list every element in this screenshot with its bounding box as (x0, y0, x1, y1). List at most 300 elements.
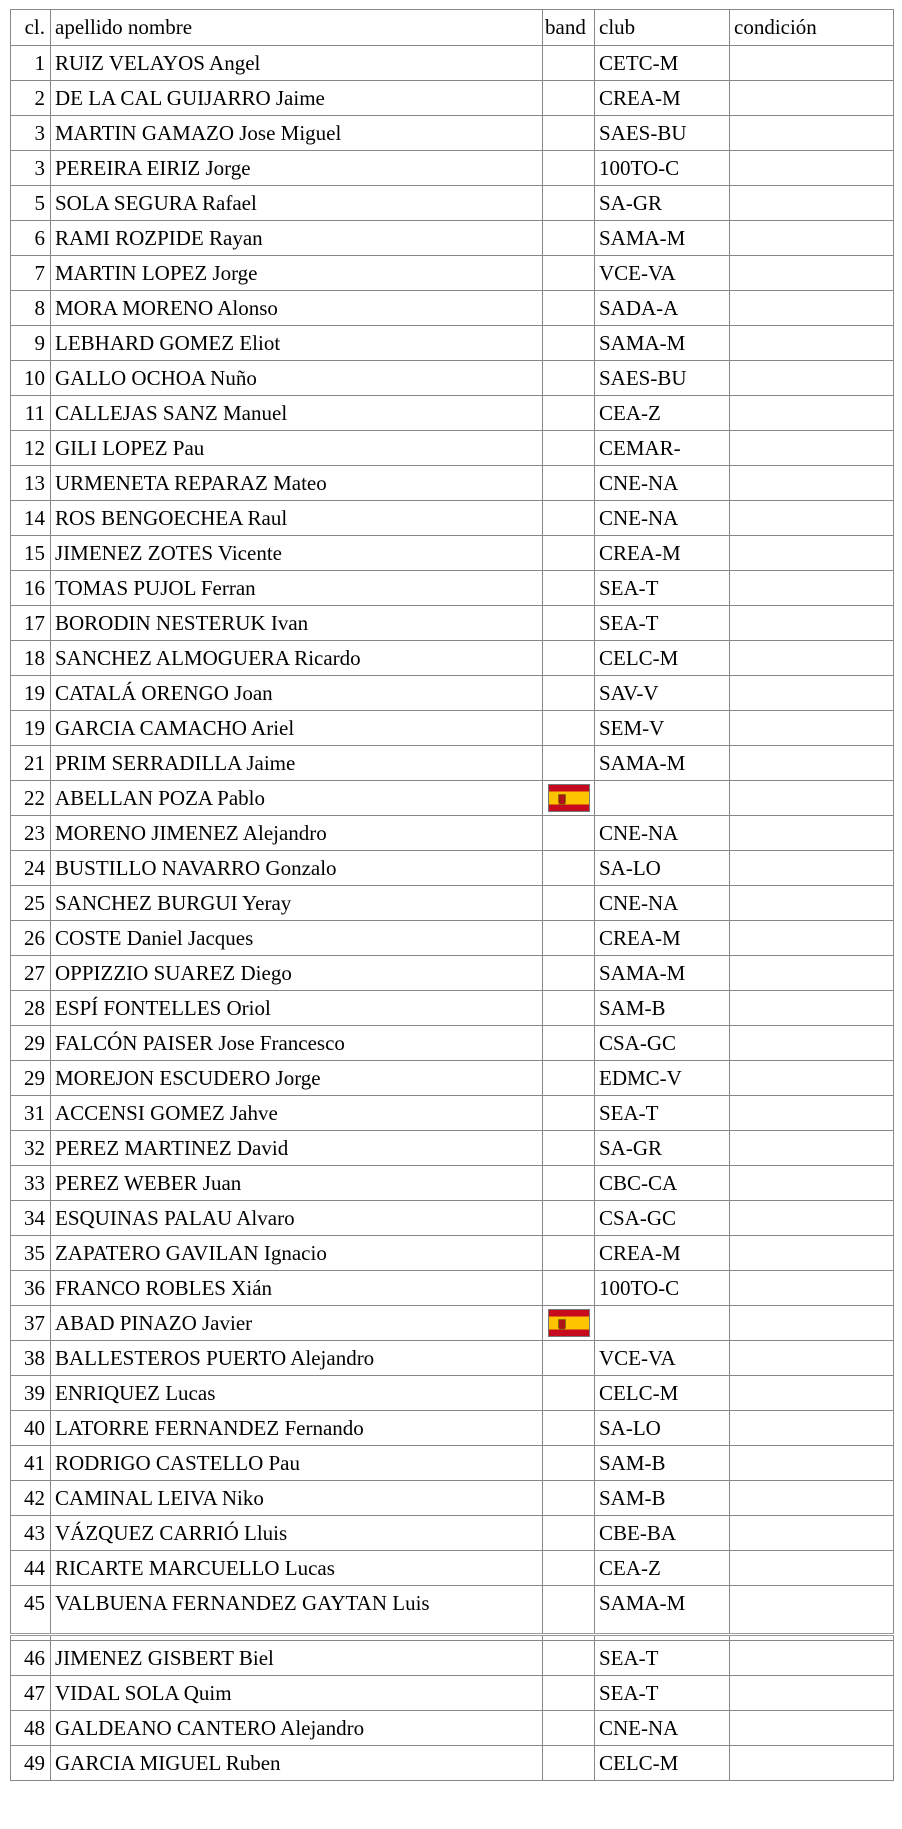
header-club: club (595, 10, 730, 46)
club-cell: SA-LO (595, 1411, 730, 1446)
condition-cell (730, 1411, 894, 1446)
name-cell: VALBUENA FERNANDEZ GAYTAN Luis (51, 1586, 543, 1635)
name-cell: VIDAL SOLA Quim (51, 1676, 543, 1711)
condition-cell (730, 1061, 894, 1096)
flag-cell (543, 256, 595, 291)
condition-cell (730, 221, 894, 256)
club-cell: 100TO-C (595, 1271, 730, 1306)
flag-cell (543, 1026, 595, 1061)
table-row (11, 816, 894, 851)
club-cell: CEA-Z (595, 396, 730, 431)
club-cell: SAMA-M (595, 326, 730, 361)
name-cell: MORENO JIMENEZ Alejandro (51, 816, 543, 851)
club-cell (595, 1306, 730, 1341)
name-cell: LATORRE FERNANDEZ Fernando (51, 1411, 543, 1446)
flag-cell (543, 956, 595, 991)
flag-cell (543, 1446, 595, 1481)
condition-cell (730, 1746, 894, 1781)
spain-flag-icon (548, 1309, 590, 1337)
flag-cell (543, 536, 595, 571)
name-cell: MARTIN GAMAZO Jose Miguel (51, 116, 543, 151)
flag-cell (543, 151, 595, 186)
name-cell: PEREIRA EIRIZ Jorge (51, 151, 543, 186)
flag-cell (543, 1516, 595, 1551)
condition-cell (730, 1026, 894, 1061)
condition-cell (730, 536, 894, 571)
flag-cell (543, 116, 595, 151)
table-row (11, 1096, 894, 1131)
flag-cell (543, 81, 595, 116)
club-cell: SEA-T (595, 606, 730, 641)
club-cell (595, 781, 730, 816)
condition-cell (730, 501, 894, 536)
club-cell: SAMA-M (595, 221, 730, 256)
club-cell: CBE-BA (595, 1516, 730, 1551)
rank-cell: 19 (11, 711, 51, 746)
flag-cell (543, 1096, 595, 1131)
name-cell: ZAPATERO GAVILAN Ignacio (51, 1236, 543, 1271)
spain-flag-icon (548, 784, 590, 812)
rank-cell: 17 (11, 606, 51, 641)
flag-cell (543, 991, 595, 1026)
rank-cell: 45 (11, 1586, 51, 1635)
rank-cell: 28 (11, 991, 51, 1026)
rank-cell: 36 (11, 1271, 51, 1306)
rank-cell: 32 (11, 1131, 51, 1166)
condition-cell (730, 431, 894, 466)
condition-cell (730, 151, 894, 186)
flag-cell (543, 746, 595, 781)
rank-cell: 11 (11, 396, 51, 431)
condition-cell (730, 606, 894, 641)
name-cell: RUIZ VELAYOS Angel (51, 46, 543, 81)
rank-cell: 9 (11, 326, 51, 361)
table-row (11, 151, 894, 186)
club-cell: SAMA-M (595, 1586, 730, 1635)
flag-cell (543, 1551, 595, 1586)
flag-cell (543, 921, 595, 956)
name-cell: SANCHEZ BURGUI Yeray (51, 886, 543, 921)
table-row (11, 1026, 894, 1061)
name-cell: COSTE Daniel Jacques (51, 921, 543, 956)
rank-cell: 7 (11, 256, 51, 291)
flag-cell (543, 291, 595, 326)
coat-of-arms-icon (558, 1319, 566, 1330)
flag-cell (543, 1131, 595, 1166)
name-cell: TOMAS PUJOL Ferran (51, 571, 543, 606)
rank-cell: 5 (11, 186, 51, 221)
condition-cell (730, 781, 894, 816)
table-row (11, 396, 894, 431)
table-row (11, 676, 894, 711)
club-cell: SAMA-M (595, 746, 730, 781)
name-cell: SOLA SEGURA Rafael (51, 186, 543, 221)
rank-cell: 46 (11, 1641, 51, 1676)
rank-cell: 22 (11, 781, 51, 816)
flag-cell (543, 1411, 595, 1446)
flag-cell (543, 221, 595, 256)
name-cell: FALCÓN PAISER Jose Francesco (51, 1026, 543, 1061)
rank-cell: 26 (11, 921, 51, 956)
club-cell: SAM-B (595, 1481, 730, 1516)
rank-cell: 6 (11, 221, 51, 256)
condition-cell (730, 1376, 894, 1411)
condition-cell (730, 1096, 894, 1131)
name-cell: JIMENEZ GISBERT Biel (51, 1641, 543, 1676)
table-row (11, 1201, 894, 1236)
club-cell: SA-LO (595, 851, 730, 886)
flag-cell (543, 641, 595, 676)
name-cell: RODRIGO CASTELLO Pau (51, 1446, 543, 1481)
rank-cell: 13 (11, 466, 51, 501)
condition-cell (730, 186, 894, 221)
name-cell: LEBHARD GOMEZ Eliot (51, 326, 543, 361)
table-row (11, 116, 894, 151)
rank-cell: 47 (11, 1676, 51, 1711)
club-cell: SEA-T (595, 1096, 730, 1131)
table-row (11, 501, 894, 536)
club-cell: SAES-BU (595, 116, 730, 151)
flag-cell (543, 186, 595, 221)
rank-cell: 27 (11, 956, 51, 991)
rank-cell: 10 (11, 361, 51, 396)
condition-cell (730, 1676, 894, 1711)
flag-cell (543, 606, 595, 641)
results-table (10, 9, 894, 1781)
name-cell: MARTIN LOPEZ Jorge (51, 256, 543, 291)
club-cell: CBC-CA (595, 1166, 730, 1201)
results-body (11, 46, 894, 1781)
rank-cell: 8 (11, 291, 51, 326)
rank-cell: 3 (11, 116, 51, 151)
table-row (11, 431, 894, 466)
club-cell: SEA-T (595, 571, 730, 606)
table-row (11, 1131, 894, 1166)
name-cell: OPPIZZIO SUAREZ Diego (51, 956, 543, 991)
flag-cell (543, 431, 595, 466)
header-cl: cl. (11, 10, 51, 46)
club-cell: 100TO-C (595, 151, 730, 186)
condition-cell (730, 1481, 894, 1516)
name-cell: MORA MORENO Alonso (51, 291, 543, 326)
club-cell: CELC-M (595, 641, 730, 676)
rank-cell: 48 (11, 1711, 51, 1746)
flag-cell (543, 676, 595, 711)
flag-cell (543, 1061, 595, 1096)
flag-cell (543, 1166, 595, 1201)
table-row (11, 46, 894, 81)
name-cell: ESQUINAS PALAU Alvaro (51, 1201, 543, 1236)
rank-cell: 29 (11, 1026, 51, 1061)
table-row (11, 641, 894, 676)
club-cell: SAMA-M (595, 956, 730, 991)
rank-cell: 16 (11, 571, 51, 606)
flag-cell (543, 501, 595, 536)
name-cell: CATALÁ ORENGO Joan (51, 676, 543, 711)
condition-cell (730, 1166, 894, 1201)
rank-cell: 37 (11, 1306, 51, 1341)
name-cell: GALDEANO CANTERO Alejandro (51, 1711, 543, 1746)
condition-cell (730, 641, 894, 676)
rank-cell: 44 (11, 1551, 51, 1586)
condition-cell (730, 1341, 894, 1376)
table-row (11, 1711, 894, 1746)
table-row (11, 326, 894, 361)
flag-cell (543, 1641, 595, 1676)
rank-cell: 23 (11, 816, 51, 851)
table-row (11, 1341, 894, 1376)
club-cell: CNE-NA (595, 886, 730, 921)
flag-cell (543, 571, 595, 606)
name-cell: PEREZ WEBER Juan (51, 1166, 543, 1201)
rank-cell: 25 (11, 886, 51, 921)
rank-cell: 29 (11, 1061, 51, 1096)
condition-cell (730, 291, 894, 326)
club-cell: CSA-GC (595, 1201, 730, 1236)
name-cell: CAMINAL LEIVA Niko (51, 1481, 543, 1516)
table-row (11, 536, 894, 571)
club-cell: SAV-V (595, 676, 730, 711)
table-row (11, 606, 894, 641)
name-cell: ESPÍ FONTELLES Oriol (51, 991, 543, 1026)
rank-cell: 12 (11, 431, 51, 466)
club-cell: CETC-M (595, 46, 730, 81)
rank-cell: 24 (11, 851, 51, 886)
table-row (11, 956, 894, 991)
name-cell: RICARTE MARCUELLO Lucas (51, 1551, 543, 1586)
club-cell: SAES-BU (595, 361, 730, 396)
header-row (11, 10, 894, 46)
condition-cell (730, 991, 894, 1026)
flag-cell (543, 886, 595, 921)
club-cell: CREA-M (595, 536, 730, 571)
condition-cell (730, 746, 894, 781)
condition-cell (730, 1551, 894, 1586)
table-row (11, 1746, 894, 1781)
rank-cell: 39 (11, 1376, 51, 1411)
rank-cell: 38 (11, 1341, 51, 1376)
club-cell: CELC-M (595, 1376, 730, 1411)
condition-cell (730, 396, 894, 431)
name-cell: GARCIA CAMACHO Ariel (51, 711, 543, 746)
rank-cell: 35 (11, 1236, 51, 1271)
condition-cell (730, 956, 894, 991)
condition-cell (730, 466, 894, 501)
table-row (11, 1411, 894, 1446)
name-cell: GILI LOPEZ Pau (51, 431, 543, 466)
club-cell: VCE-VA (595, 256, 730, 291)
table-row (11, 1061, 894, 1096)
table-row (11, 186, 894, 221)
name-cell: URMENETA REPARAZ Mateo (51, 466, 543, 501)
club-cell: CNE-NA (595, 466, 730, 501)
name-cell: PEREZ MARTINEZ David (51, 1131, 543, 1166)
condition-cell (730, 571, 894, 606)
table-row (11, 221, 894, 256)
table-row (11, 886, 894, 921)
table-row (11, 1446, 894, 1481)
rank-cell: 31 (11, 1096, 51, 1131)
flag-cell (543, 1746, 595, 1781)
name-cell: ROS BENGOECHEA Raul (51, 501, 543, 536)
condition-cell (730, 921, 894, 956)
flag-cell (543, 1306, 595, 1341)
flag-cell (543, 1341, 595, 1376)
table-row (11, 1306, 894, 1341)
table-row (11, 291, 894, 326)
club-cell: SEA-T (595, 1641, 730, 1676)
condition-cell (730, 851, 894, 886)
rank-cell: 40 (11, 1411, 51, 1446)
condition-cell (730, 326, 894, 361)
name-cell: BUSTILLO NAVARRO Gonzalo (51, 851, 543, 886)
header-condition: condición (730, 10, 894, 46)
club-cell: CNE-NA (595, 501, 730, 536)
table-row (11, 1376, 894, 1411)
condition-cell (730, 1236, 894, 1271)
table-row (11, 1676, 894, 1711)
flag-cell (543, 1271, 595, 1306)
condition-cell (730, 816, 894, 851)
table-row (11, 81, 894, 116)
condition-cell (730, 711, 894, 746)
name-cell: JIMENEZ ZOTES Vicente (51, 536, 543, 571)
name-cell: MOREJON ESCUDERO Jorge (51, 1061, 543, 1096)
rank-cell: 34 (11, 1201, 51, 1236)
club-cell: SAM-B (595, 1446, 730, 1481)
flag-cell (543, 1376, 595, 1411)
results-sheet (10, 9, 893, 1781)
flag-cell (543, 816, 595, 851)
flag-cell (543, 46, 595, 81)
rank-cell: 42 (11, 1481, 51, 1516)
club-cell: SADA-A (595, 291, 730, 326)
club-cell: SEA-T (595, 1676, 730, 1711)
name-cell: GALLO OCHOA Nuño (51, 361, 543, 396)
table-row (11, 921, 894, 956)
rank-cell: 14 (11, 501, 51, 536)
rank-cell: 33 (11, 1166, 51, 1201)
name-cell: PRIM SERRADILLA Jaime (51, 746, 543, 781)
club-cell: CSA-GC (595, 1026, 730, 1061)
name-cell: BALLESTEROS PUERTO Alejandro (51, 1341, 543, 1376)
flag-cell (543, 1586, 595, 1635)
condition-cell (730, 1586, 894, 1635)
rank-cell: 3 (11, 151, 51, 186)
flag-cell (543, 1481, 595, 1516)
condition-cell (730, 46, 894, 81)
flag-cell (543, 851, 595, 886)
rank-cell: 41 (11, 1446, 51, 1481)
name-cell: ACCENSI GOMEZ Jahve (51, 1096, 543, 1131)
flag-cell (543, 781, 595, 816)
table-row (11, 1586, 894, 1635)
condition-cell (730, 1131, 894, 1166)
rank-cell: 18 (11, 641, 51, 676)
flag-cell (543, 466, 595, 501)
rank-cell: 15 (11, 536, 51, 571)
club-cell: CREA-M (595, 81, 730, 116)
table-row (11, 1481, 894, 1516)
condition-cell (730, 81, 894, 116)
table-row (11, 256, 894, 291)
flag-cell (543, 711, 595, 746)
club-cell: CNE-NA (595, 816, 730, 851)
table-row (11, 991, 894, 1026)
club-cell: CEA-Z (595, 1551, 730, 1586)
flag-cell (543, 1201, 595, 1236)
table-row (11, 1641, 894, 1676)
club-cell: VCE-VA (595, 1341, 730, 1376)
condition-cell (730, 361, 894, 396)
club-cell: CEMAR- (595, 431, 730, 466)
name-cell: BORODIN NESTERUK Ivan (51, 606, 543, 641)
header-name: apellido nombre (51, 10, 543, 46)
name-cell: SANCHEZ ALMOGUERA Ricardo (51, 641, 543, 676)
table-row (11, 571, 894, 606)
rank-cell: 21 (11, 746, 51, 781)
name-cell: ABAD PINAZO Javier (51, 1306, 543, 1341)
name-cell: ABELLAN POZA Pablo (51, 781, 543, 816)
condition-cell (730, 676, 894, 711)
club-cell: CELC-M (595, 1746, 730, 1781)
club-cell: SA-GR (595, 186, 730, 221)
name-cell: DE LA CAL GUIJARRO Jaime (51, 81, 543, 116)
name-cell: RAMI ROZPIDE Rayan (51, 221, 543, 256)
rank-cell: 43 (11, 1516, 51, 1551)
table-row (11, 1271, 894, 1306)
club-cell: CREA-M (595, 921, 730, 956)
name-cell: GARCIA MIGUEL Ruben (51, 1746, 543, 1781)
club-cell: SA-GR (595, 1131, 730, 1166)
table-row (11, 466, 894, 501)
condition-cell (730, 1271, 894, 1306)
condition-cell (730, 256, 894, 291)
condition-cell (730, 1446, 894, 1481)
table-row (11, 1551, 894, 1586)
table-row (11, 781, 894, 816)
header-band: band (543, 10, 595, 46)
table-row (11, 1236, 894, 1271)
table-row (11, 851, 894, 886)
rank-cell: 1 (11, 46, 51, 81)
name-cell: CALLEJAS SANZ Manuel (51, 396, 543, 431)
flag-cell (543, 326, 595, 361)
club-cell: CNE-NA (595, 1711, 730, 1746)
coat-of-arms-icon (558, 794, 566, 805)
name-cell: VÁZQUEZ CARRIÓ Lluis (51, 1516, 543, 1551)
name-cell: ENRIQUEZ Lucas (51, 1376, 543, 1411)
condition-cell (730, 1711, 894, 1746)
condition-cell (730, 1516, 894, 1551)
table-row (11, 711, 894, 746)
flag-cell (543, 1676, 595, 1711)
condition-cell (730, 1201, 894, 1236)
flag-cell (543, 1236, 595, 1271)
club-cell: EDMC-V (595, 1061, 730, 1096)
flag-cell (543, 396, 595, 431)
table-row (11, 361, 894, 396)
table-row (11, 1516, 894, 1551)
flag-cell (543, 1711, 595, 1746)
rank-cell: 2 (11, 81, 51, 116)
club-cell: SEM-V (595, 711, 730, 746)
condition-cell (730, 886, 894, 921)
table-row (11, 1166, 894, 1201)
club-cell: SAM-B (595, 991, 730, 1026)
table-row (11, 746, 894, 781)
flag-cell (543, 361, 595, 396)
